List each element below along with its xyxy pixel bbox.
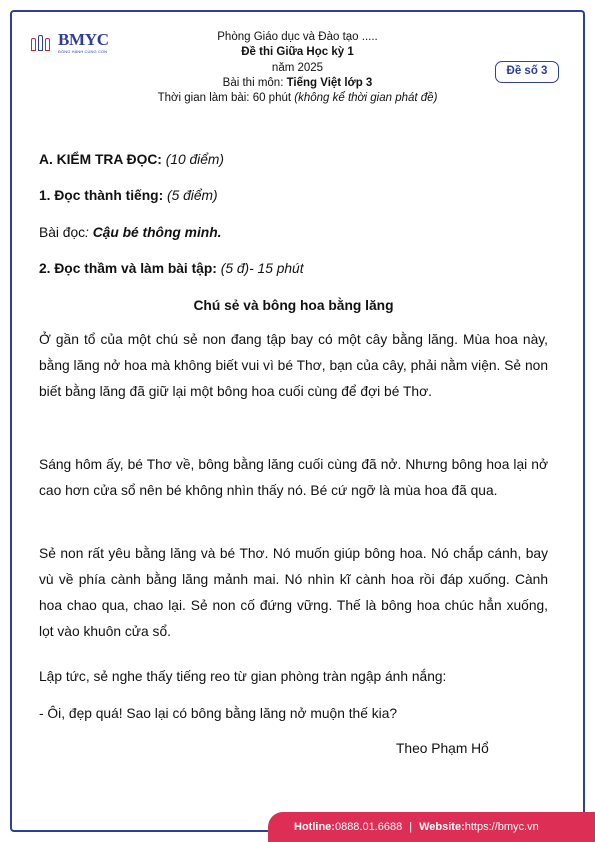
story-paragraph-1: Ở gần tổ của một chú sẻ non đang tập bay có một cây bằng lăng. Mùa hoa này, bằng lăng nở hoa mà không biết vui vì bé Thơ, bạn của cây, phải nằm viện. Sẻ non biết bằng lăng đã giữ lại một bông hoa cuối cùng để đợi bé Thơ. (39, 332, 548, 399)
time-line: Thời gian làm bài: 60 phút (không kể thời gian phát đề) (157, 92, 438, 105)
time-note: (không kể thời gian phát đề) (294, 92, 438, 105)
footer-separator: | (409, 821, 413, 833)
exam-number-badge: Đề số 3 (495, 61, 559, 83)
website-label: Website: (419, 821, 465, 833)
subject-name: Tiếng Việt lớp 3 (286, 76, 373, 89)
story-paragraph-3: Sẻ non rất yêu bằng lăng và bé Thơ. Nó muốn giúp bông hoa. Nó chắp cánh, bay vù về phía cành bằng lăng mảnh mai. Nó nhìn kĩ cành hoa rồi đáp xuống. Cành hoa chao qua, chao lại. Sẻ non cố đứng vững. Thế là bông hoa chúc hẳn xuống, lọt vào khuôn cửa sổ. (39, 546, 548, 639)
story-paragraph-2: Sáng hôm ấy, bé Thơ về, bông bằng lăng cuối cùng đã nở. Nhưng bông hoa lại nở cao hơn cửa sổ nên bé không nhìn thấy nó. Bé cứ ngỡ là mùa hoa đã qua. (39, 457, 548, 498)
section-a-heading: A. KIỂM TRA ĐỌC: (10 điểm) (39, 152, 224, 167)
reading-title: Cậu bé thông minh. (92, 225, 222, 240)
story-author: Theo Phạm Hổ (396, 741, 489, 756)
reading-title-line: Bài đọc: Cậu bé thông minh. (39, 225, 222, 240)
hotline-number[interactable]: 0888.01.6688 (334, 821, 403, 833)
hotline-label: Hotline: (294, 821, 335, 833)
department-line: Phòng Giáo dục và Đào tạo ..... (217, 31, 378, 43)
footer-contact-bar (268, 812, 595, 842)
exam-year: năm 2025 (271, 61, 324, 74)
exam-content (39, 0, 548, 842)
section-2-heading: 2. Đọc thầm và làm bài tập: (5 đ)- 15 phút (39, 261, 304, 276)
subject-line: Bài thi môn: Tiếng Việt lớp 3 (222, 76, 373, 89)
story-title: Chú sẻ và bông hoa bằng lăng (193, 298, 394, 313)
website-link[interactable]: https://bmyc.vn (464, 821, 539, 833)
exam-title: Đề thi Giữa Học kỳ 1 (241, 46, 354, 59)
story-paragraph-4: Lập tức, sẻ nghe thấy tiếng reo từ gian phòng tràn ngập ánh nắng: (39, 669, 447, 684)
logo-tagline: ĐỒNG HÀNH CÙNG CON (58, 49, 108, 54)
logo-name: BMYC (58, 30, 109, 49)
story-paragraph-5: - Ôi, đẹp quá! Sao lại có bông bằng lăng nở muộn thế kia? (39, 706, 398, 721)
section-1-heading: 1. Đọc thành tiếng: (5 điểm) (39, 188, 218, 203)
